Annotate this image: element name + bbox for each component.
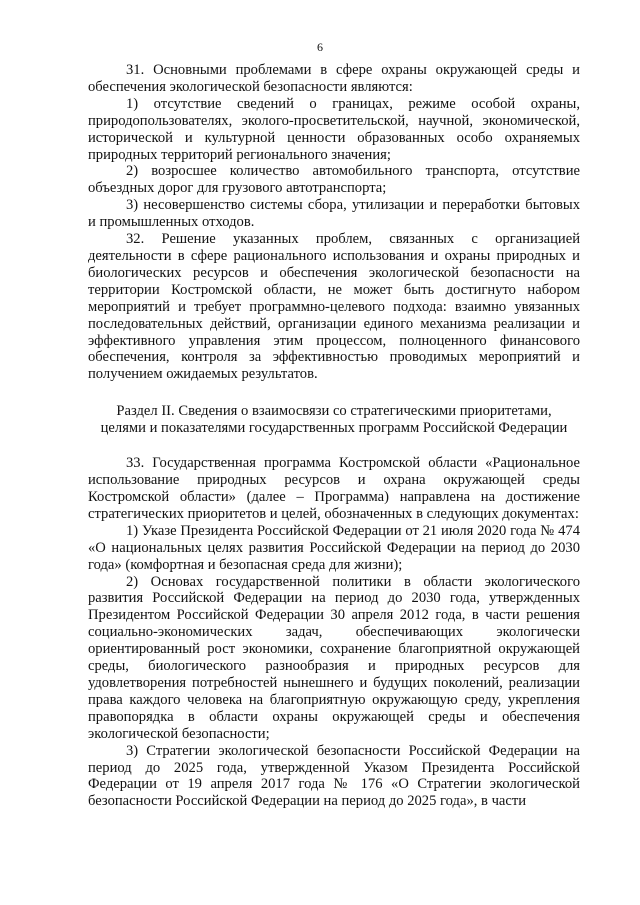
spacer xyxy=(88,437,580,455)
page-number: 6 xyxy=(317,40,323,54)
list-item-31-2: 2) возросшее количество автомобильного транспорта, отсутствие объездных дорог для грузового автотранспорта; xyxy=(88,163,580,197)
list-item-33-2: 2) Основах государственной политики в области экологического развития Российской Федерации на период до 2030 года, утвержденных Президентом Российской Федерации 30 апреля 2012 года, в части решения социально-экономических задач, обеспечивающих экологически ориентированный рост экономики, сохранение благоприятной окружающей среды, биологического разнообразия и природных ресурсов для удовлетворения потребностей нынешнего и будущих поколений, реализации права каждого человека на благоприятную окружающую среду, укрепления правопорядка в области охраны окружающей среды и обеспечения экологической безопасности; xyxy=(88,573,580,742)
list-item-31-1: 1) отсутствие сведений о границах, режиме особой охраны, природопользователях, эколого-просветительской, научной, экономической, исторической и культурной ценности образованных особо охраняемых природных территорий регионального значения; xyxy=(88,95,580,163)
list-item-31-3: 3) несовершенство системы сбора, утилизации и переработки бытовых и промышленных отходов. xyxy=(88,197,580,231)
paragraph-32: 32. Решение указанных проблем, связанных с организацией деятельности в сфере рационального использования и охраны природных и биологических ресурсов и обеспечения экологической безопасности на территории Костромской области, не может быть достигнуто набором мероприятий и требует программно-целевого подхода: взаимно увязанных последовательных действий, организации единого механизма реализации и эффективного управления этим процессом, полноценного финансового обеспечения, контроля за эффективностью проводимых мероприятий и получением ожидаемых результатов. xyxy=(88,231,580,383)
section-heading-line-2: целями и показателями государственных программ Российской Федерации xyxy=(100,420,568,437)
section-heading-line-1: Раздел II. Сведения о взаимосвязи со стратегическими приоритетами, xyxy=(116,403,552,420)
list-item-33-3: 3) Стратегии экологической безопасности Российской Федерации на период до 2025 года, утвержденной Указом Президента Российской Федерации от 19 апреля 2017 года № 176 «О Стратегии экологической безопасности Российской Федерации на период до 2025 года», в части xyxy=(88,742,580,810)
paragraph-33-intro: 33. Государственная программа Костромской области «Рациональное использование природных ресурсов и охрана окружающей среды Костромской области» (далее – Программа) направлена на достижение стратегических приоритетов и целей, обозначенных в следующих документах: xyxy=(88,455,580,522)
paragraph-31-intro: 31. Основными проблемами в сфере охраны окружающей среды и обеспечения экологической безопасности являются: xyxy=(88,62,580,95)
list-item-33-1: 1) Указе Президента Российской Федерации от 21 июля 2020 года № 474 «О национальных целях развития Российской Федерации на период до 2030 года» (комфортная и безопасная среда для жизни); xyxy=(88,522,580,573)
document-body xyxy=(88,62,580,810)
spacer xyxy=(88,383,580,403)
